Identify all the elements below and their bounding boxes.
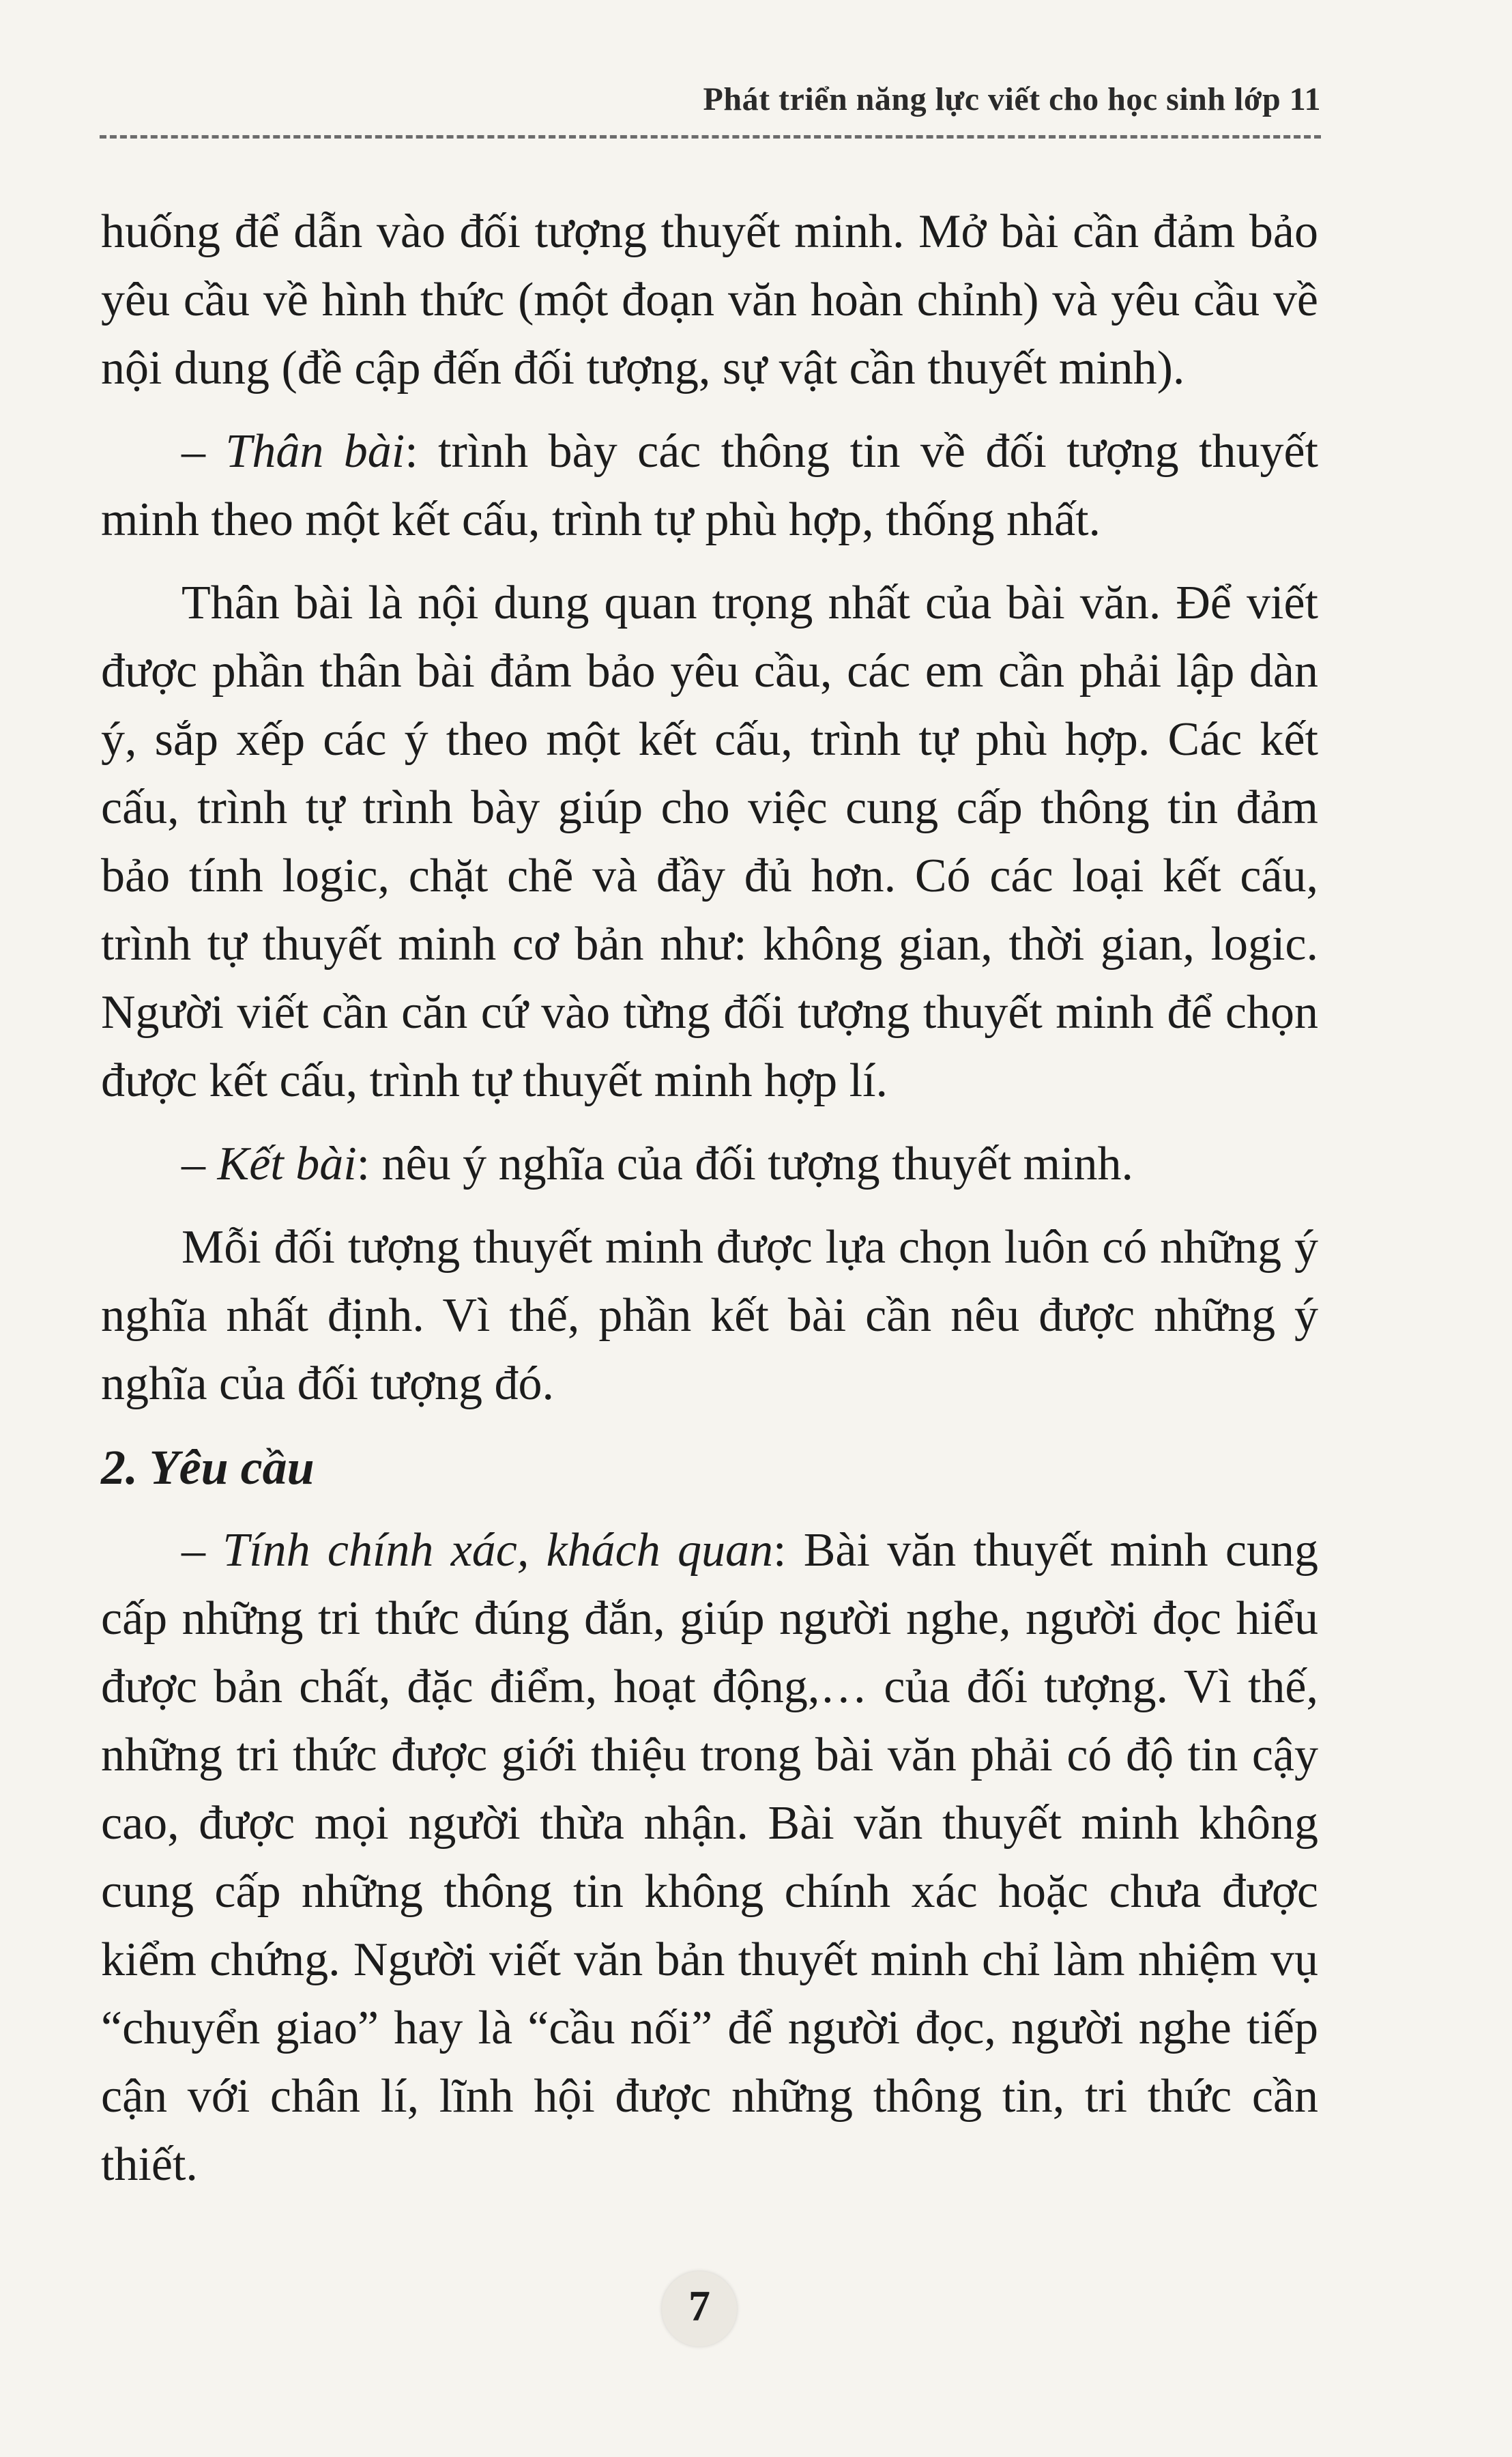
page-number: 7	[688, 2282, 710, 2330]
paragraph-tinh-chinh-xac	[101, 1517, 1318, 2199]
page-number-badge	[662, 2271, 737, 2346]
body-text	[101, 198, 1318, 2202]
term-tinh-chinh-xac: – Tính chính xác, khách quan	[181, 1524, 774, 1577]
than-bai-text: : trình bày các thông tin về đối tượng thuyết minh theo một kết cấu, trình tự phù hợp, thống nhất.	[101, 425, 1318, 546]
running-header	[100, 81, 1321, 142]
paragraph-than-bai-detail: Thân bài là nội dung quan trọng nhất của bài văn. Để viết được phần thân bài đảm bảo yêu cầu, các em cần phải lập dàn ý, sắp xếp các ý theo một kết cấu, trình tự phù hợp. Các kết cấu, trình tự trình bày giúp cho việc cung cấp thông tin đảm bảo tính logic, chặt chẽ và đầy đủ hơn. Có các loại kết cấu, trình tự thuyết minh cơ bản như: không gian, thời gian, logic. Người viết cần căn cứ vào từng đối tượng thuyết minh để chọn được kết cấu, trình tự thuyết minh hợp lí.	[101, 577, 1318, 1107]
paragraph-than-bai	[101, 418, 1318, 554]
header-title: Phát triển năng lực viết cho học sinh lớp 11	[703, 81, 1321, 117]
ket-bai-text: : nêu ý nghĩa của đối tượng thuyết minh.	[356, 1138, 1134, 1190]
term-ket-bai: – Kết bài	[181, 1138, 357, 1190]
term-than-bai: – Thân bài	[181, 425, 405, 478]
paragraph-intro-continuation: huống để dẫn vào đối tượng thuyết minh. Mở bài cần đảm bảo yêu cầu về hình thức (một đoạn văn hoàn chỉnh) và yêu cầu về nội dung (đề cập đến đối tượng, sự vật cần thuyết minh).	[101, 205, 1318, 394]
paragraph-ket-bai	[101, 1130, 1318, 1198]
paragraph-ket-bai-detail: Mỗi đối tượng thuyết minh được lựa chọn luôn có những ý nghĩa nhất định. Vì thế, phần kết bài cần nêu được những ý nghĩa của đối tượng đó.	[101, 1221, 1318, 1410]
section-heading-yeu-cau: 2. Yêu cầu	[101, 1440, 315, 1495]
tinh-chinh-xac-text: : Bài văn thuyết minh cung cấp những tri thức đúng đắn, giúp người nghe, người đọc hiểu được bản chất, đặc điểm, hoạt động,… của đối tượng. Vì thế, những tri thức được giới thiệu trong bài văn phải có độ tin cậy cao, được mọi người thừa nhận. Bài văn thuyết minh không cung cấp những thông tin không chính xác hoặc chưa được kiểm chứng. Người viết văn bản thuyết minh chỉ làm nhiệm vụ “chuyển giao” hay là “cầu nối” để người đọc, người nghe tiếp cận với chân lí, lĩnh hội được những thông tin, tri thức cần thiết.	[101, 1524, 1318, 2191]
header-dashed-rule	[100, 135, 1321, 139]
